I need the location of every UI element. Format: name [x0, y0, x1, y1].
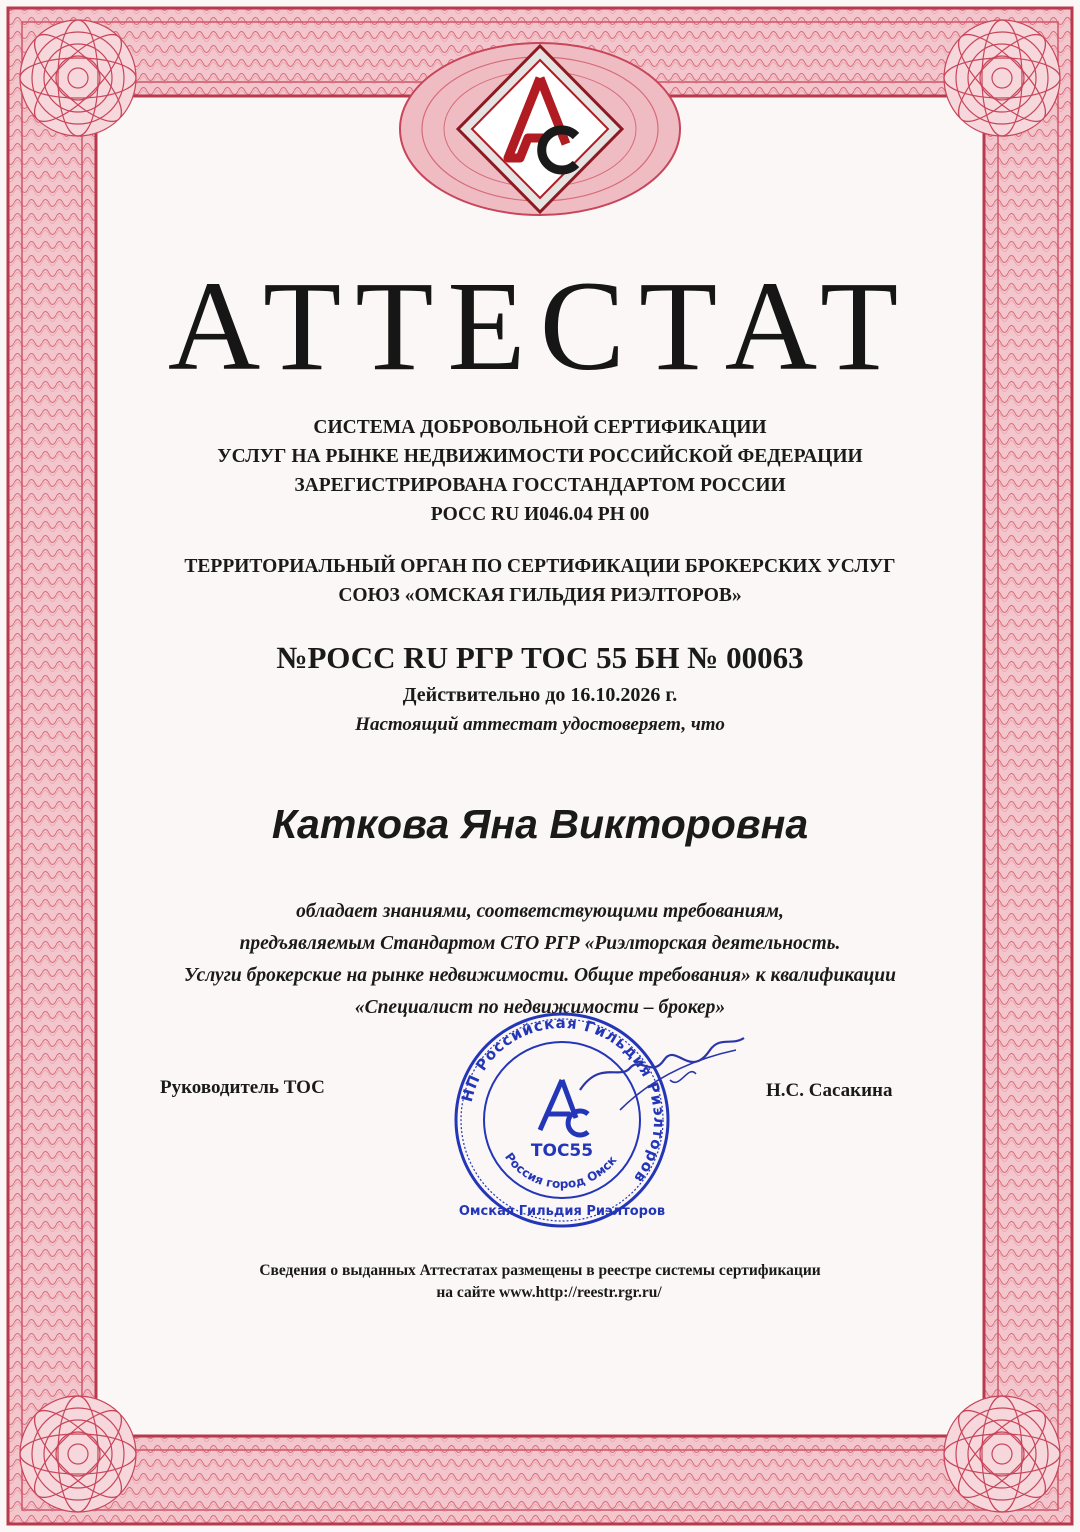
signer-name: Н.С. Сасакина: [766, 1080, 893, 1101]
stamp-outer-text: НП Российская Гильдия Риэлторов: [457, 1013, 669, 1187]
valid-until: Действительно до 16.10.2026 г.: [402, 684, 678, 706]
system-line-3: ЗАРЕГИСТРИРОВАНА ГОССТАНДАРТОМ РОССИИ: [294, 475, 786, 496]
footer-line-1: Сведения о выданных Аттестатах размещены в реестре системы сертификации: [259, 1262, 821, 1279]
stamp-center-text: ТОС55: [530, 1141, 594, 1161]
organ-line-2: СОЮЗ «ОМСКАЯ ГИЛЬДИЯ РИЭЛТОРОВ»: [338, 585, 742, 606]
description-line-4: «Специалист по недвижимости – брокер»: [354, 997, 726, 1018]
holder-name: Каткова Яна Викторовна: [271, 801, 809, 847]
certification-system: [0, 413, 1080, 529]
description-line-3: Услуги брокерские на рынке недвижимости. Общие требования» к квалификации: [184, 965, 896, 986]
signer-role: Руководитель ТОС: [160, 1077, 325, 1098]
stamp-city-text: Россия город Омск: [502, 1150, 620, 1192]
certification-organ: [0, 552, 1080, 610]
organ-line-1: ТЕРРИТОРИАЛЬНЫЙ ОРГАН ПО СЕРТИФИКАЦИИ БРОКЕРСКИХ УСЛУГ: [184, 556, 896, 577]
logo-emblem: [398, 40, 682, 218]
stamp-inner-text: Омская Гильдия Риэлторов: [458, 1204, 666, 1219]
system-line-2: УСЛУГ НА РЫНКЕ НЕДВИЖИМОСТИ РОССИЙСКОЙ ФЕДЕРАЦИИ: [217, 446, 863, 467]
system-line-4: РОСС RU И046.04 РН 00: [430, 504, 650, 525]
registry-note: [0, 1260, 1080, 1304]
footer-line-2: на сайте www.http://reestr.rgr.ru/: [436, 1284, 662, 1301]
description-line-2: предъявляемым Стандартом СТО РГР «Риэлторская деятельность.: [239, 933, 841, 954]
certifies-text: Настоящий аттестат удостоверяет, что: [355, 714, 725, 735]
description-line-1: обладает знаниями, соответствующими требованиям,: [296, 901, 784, 922]
document-title: АТТЕСТАТ: [167, 255, 913, 397]
certificate-number: №РОСС RU РГР ТОС 55 БН № 00063: [276, 640, 804, 675]
handwritten-signature: [560, 1020, 750, 1140]
system-line-1: СИСТЕМА ДОБРОВОЛЬНОЙ СЕРТИФИКАЦИИ: [313, 417, 767, 438]
qualification-description: [0, 896, 1080, 1024]
